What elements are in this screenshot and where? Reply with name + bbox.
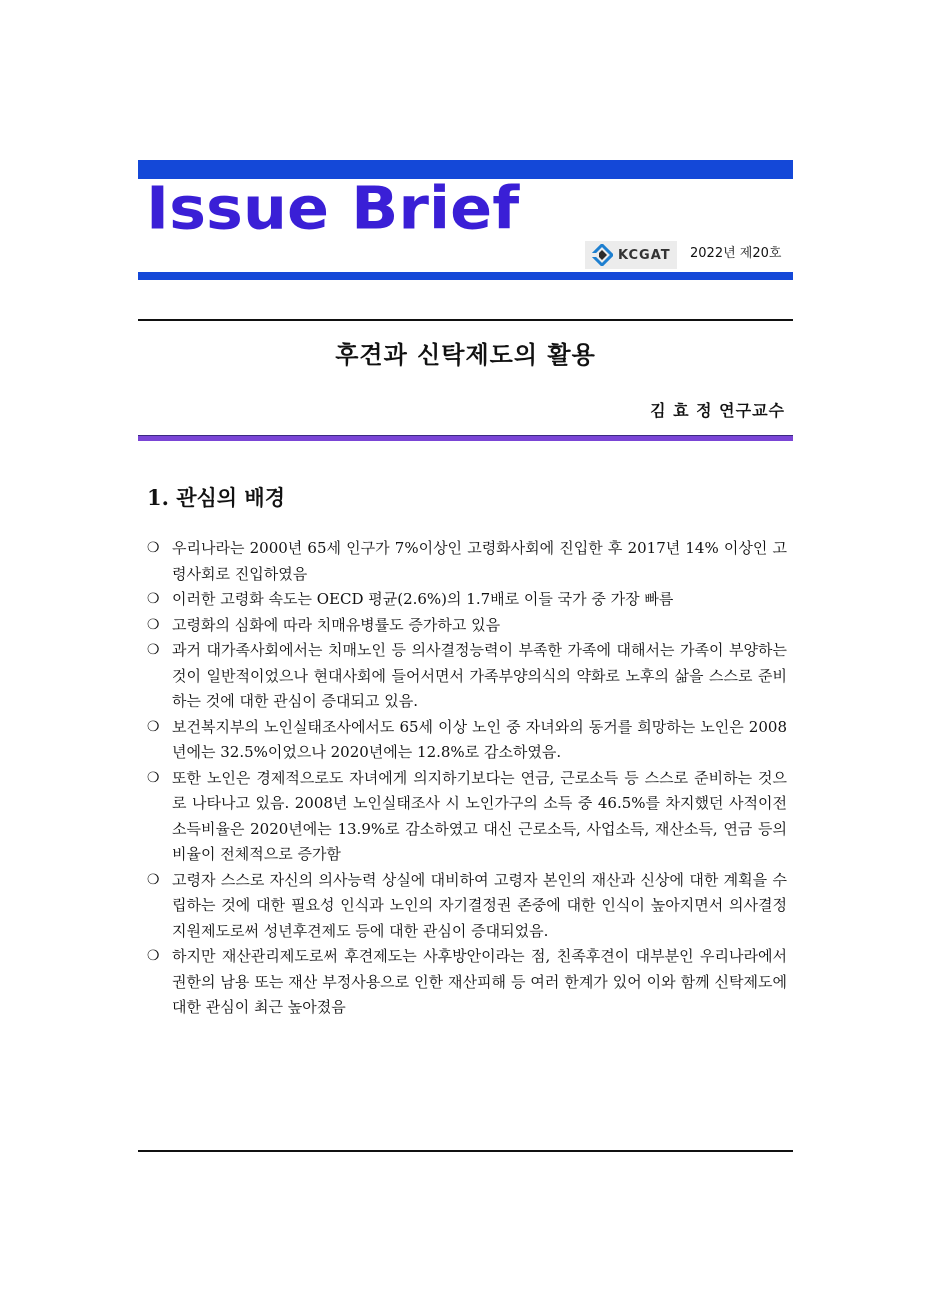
- page-bottom-rule: [138, 1150, 793, 1152]
- hollow-circle-icon: ❍: [147, 948, 160, 964]
- list-item-text: 우리나라는 2000년 65세 인구가 7%이상인 고령화사회에 진입한 후 2017년 14% 이상인 고령사회로 진입하였음: [172, 539, 787, 583]
- hollow-circle-icon: ❍: [147, 540, 160, 556]
- hollow-circle-icon: ❍: [147, 718, 160, 735]
- list-item: [147, 613, 787, 639]
- list-item-text: 고령자 스스로 자신의 의사능력 상실에 대비하여 고령자 본인의 재산과 신상에 대한 계획을 수립하는 것에 대한 필요성 인식과 노인의 자기결정권 존중에 대한 인식이 높아지면서 의사결정지원제도로써 성년후견제도 등에 대한 관심이 증대되었음.: [172, 870, 787, 940]
- header-blue-bar-bottom: [138, 272, 793, 280]
- list-item: [147, 638, 787, 715]
- section-heading: 1. 관심의 배경: [147, 485, 285, 510]
- issue-brief-title: [146, 173, 520, 243]
- hollow-circle-icon: ❍: [147, 642, 160, 658]
- kcgat-logo: [585, 241, 677, 269]
- document-title: 후견과 신탁제도의 활용: [335, 341, 596, 369]
- hollow-circle-icon: ❍: [147, 591, 160, 607]
- hollow-circle-icon: ❍: [147, 769, 160, 786]
- kcgat-logo-text: KCGAT: [618, 247, 671, 263]
- title-top-rule: [138, 319, 793, 321]
- list-item-text: 과거 대가족사회에서는 치매노인 등 의사결정능력이 부족한 가족에 대해서는 가족이 부양하는 것이 일반적이었으나 현대사회에 들어서면서 가족부양의식의 약화로 노후의 삶을 스스로 준비하는 것에 대한 관심이 증대되고 있음.: [172, 641, 787, 710]
- list-item: [147, 868, 787, 945]
- issue-number: 2022년 제20호: [690, 246, 782, 261]
- list-item: [147, 587, 787, 613]
- hollow-circle-icon: ❍: [147, 616, 160, 633]
- hollow-circle-icon: ❍: [147, 871, 160, 888]
- title-bottom-rule: [138, 435, 793, 441]
- author-line: 김 효 정 연구교수: [650, 401, 785, 420]
- issue-brief-title-word1: Issue: [146, 173, 330, 243]
- list-item: [147, 715, 787, 766]
- kcgat-logo-icon: [591, 244, 613, 266]
- list-item-text: 고령화의 심화에 따라 치매유병률도 증가하고 있음: [172, 615, 501, 634]
- issue-brief-title-word2: Brief: [351, 173, 520, 243]
- list-item: [147, 944, 787, 1021]
- bullet-list: [147, 536, 787, 1021]
- list-item: [147, 766, 787, 868]
- list-item-text: 하지만 재산관리제도로써 후견제도는 사후방안이라는 점, 친족후견이 대부분인 우리나라에서 권한의 남용 또는 재산 부정사용으로 인한 재산피해 등 여러 한계가 있어 이와 함께 신탁제도에 대한 관심이 최근 높아졌음: [172, 947, 787, 1016]
- list-item: [147, 536, 787, 587]
- list-item-text: 이러한 고령화 속도는 OECD 평균(2.6%)의 1.7배로 이들 국가 중 가장 빠름: [172, 590, 674, 608]
- list-item-text: 또한 노인은 경제적으로도 자녀에게 의지하기보다는 연금, 근로소득 등 스스로 준비하는 것으로 나타나고 있음. 2008년 노인실태조사 시 노인가구의 소득 중 46.5%를 차지했던 사적이전 소득비율은 2020년에는 13.9%로 감소하였고 대신 근로소득, 사업소득, 재산소득, 연금 등의 비율이 전체적으로 증가함: [172, 768, 787, 863]
- list-item-text: 보건복지부의 노인실태조사에서도 65세 이상 노인 중 자녀와의 동거를 희망하는 노인은 2008년에는 32.5%이었으나 2020년에는 12.8%로 감소하였음.: [172, 717, 787, 761]
